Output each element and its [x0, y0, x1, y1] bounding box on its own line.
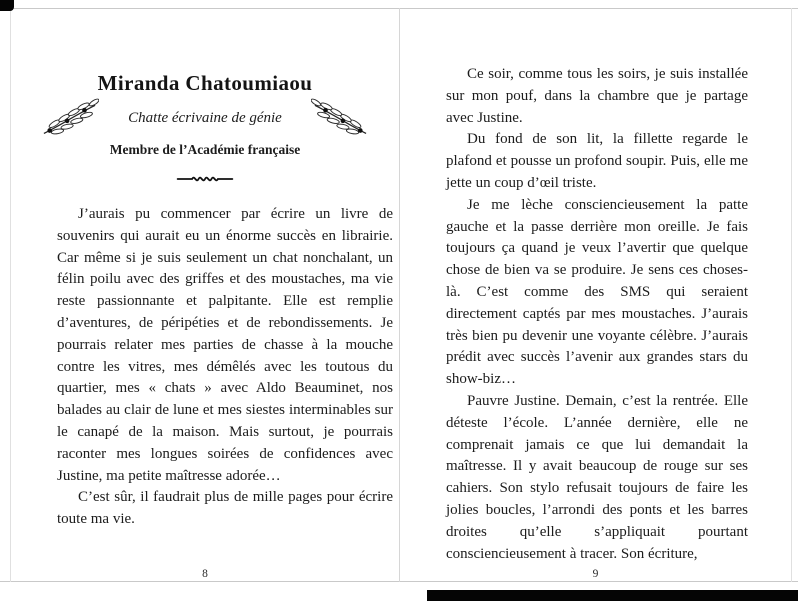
paragraph: Ce soir, comme tous les soirs, je suis installée sur mon pouf, dans la chambre que je partage avec Justine. [446, 66, 748, 126]
page-number-right: 9 [592, 568, 599, 580]
section-divider-ornament-icon [11, 172, 399, 191]
page-left [11, 9, 399, 581]
paragraph: J’aurais pu commencer par écrire un livre de souvenirs qui aurait eu un énorme succès en librairie. Car même si je suis seulement un chat nonchalant, un félin poilu avec des griffes et des moustaches, ma vie reste passionnante et palpitante. Elle est remplie d’aventures, de péripéties et de rebondissements. Je pourrais relater mes parties de chasse à la mouche contre les vitres, mes démêlés avec les toutous du quartier, mes « chats » avec Aldo Beauminet, nos balades au clair de lune et mes siestes interminables sur le canapé de la maison. Mais surtout, je pourrais raconter mes longues soirées de confidences avec Justine, ma petite maîtresse adorée… [57, 206, 393, 484]
paragraph: Je me lèche consciencieusement la patte gauche et la passe derrière mon oreille. Je fais toujours ça quand je veux l’avertir que quelque chose de bien va se produire. Je sens ces choses-là. C’est comme des SMS qui seraient directement captés par mes moustaches. J’aurais très bien pu devenir une voyante célèbre. J’aurais prédit avec succès l’avenir aux grandes stars du show-biz… [446, 196, 748, 388]
paragraph: Pauvre Justine. Demain, c’est la rentrée. Elle déteste l’école. L’année dernière, elle ne comprenait jamais ce que lui demandait la maîtresse. Il y avait beaucoup de rouge sur ses cahiers. Son stylo refusait toujours de faire les jolies boucles, l’arrondi des ponts et les barres droites qu’elle s’appliquait pourtant consciencieusement à tracer. Son écriture, [446, 392, 748, 562]
paragraph: Du fond de son lit, la fillette regarde le plafond et pousse un profond soupir. Puis, elle me jette un coup d’œil triste. [446, 131, 748, 191]
page-right [400, 9, 791, 581]
page-number-left: 8 [202, 568, 208, 580]
chapter-header [11, 70, 399, 158]
paragraph: C’est sûr, il faudrait plus de mille pages pour écrire toute ma vie. [57, 489, 393, 528]
left-page-body [57, 204, 393, 531]
scan-artifact-bottom-bar [427, 590, 798, 601]
right-page-body [446, 64, 748, 565]
page-frame-right-line [791, 8, 792, 582]
chapter-title: Miranda Chatoumiaou [97, 71, 313, 95]
chapter-subtitle: Chatte écrivaine de génie [128, 110, 282, 126]
chapter-affiliation: Membre de l’Académie française [109, 142, 301, 157]
